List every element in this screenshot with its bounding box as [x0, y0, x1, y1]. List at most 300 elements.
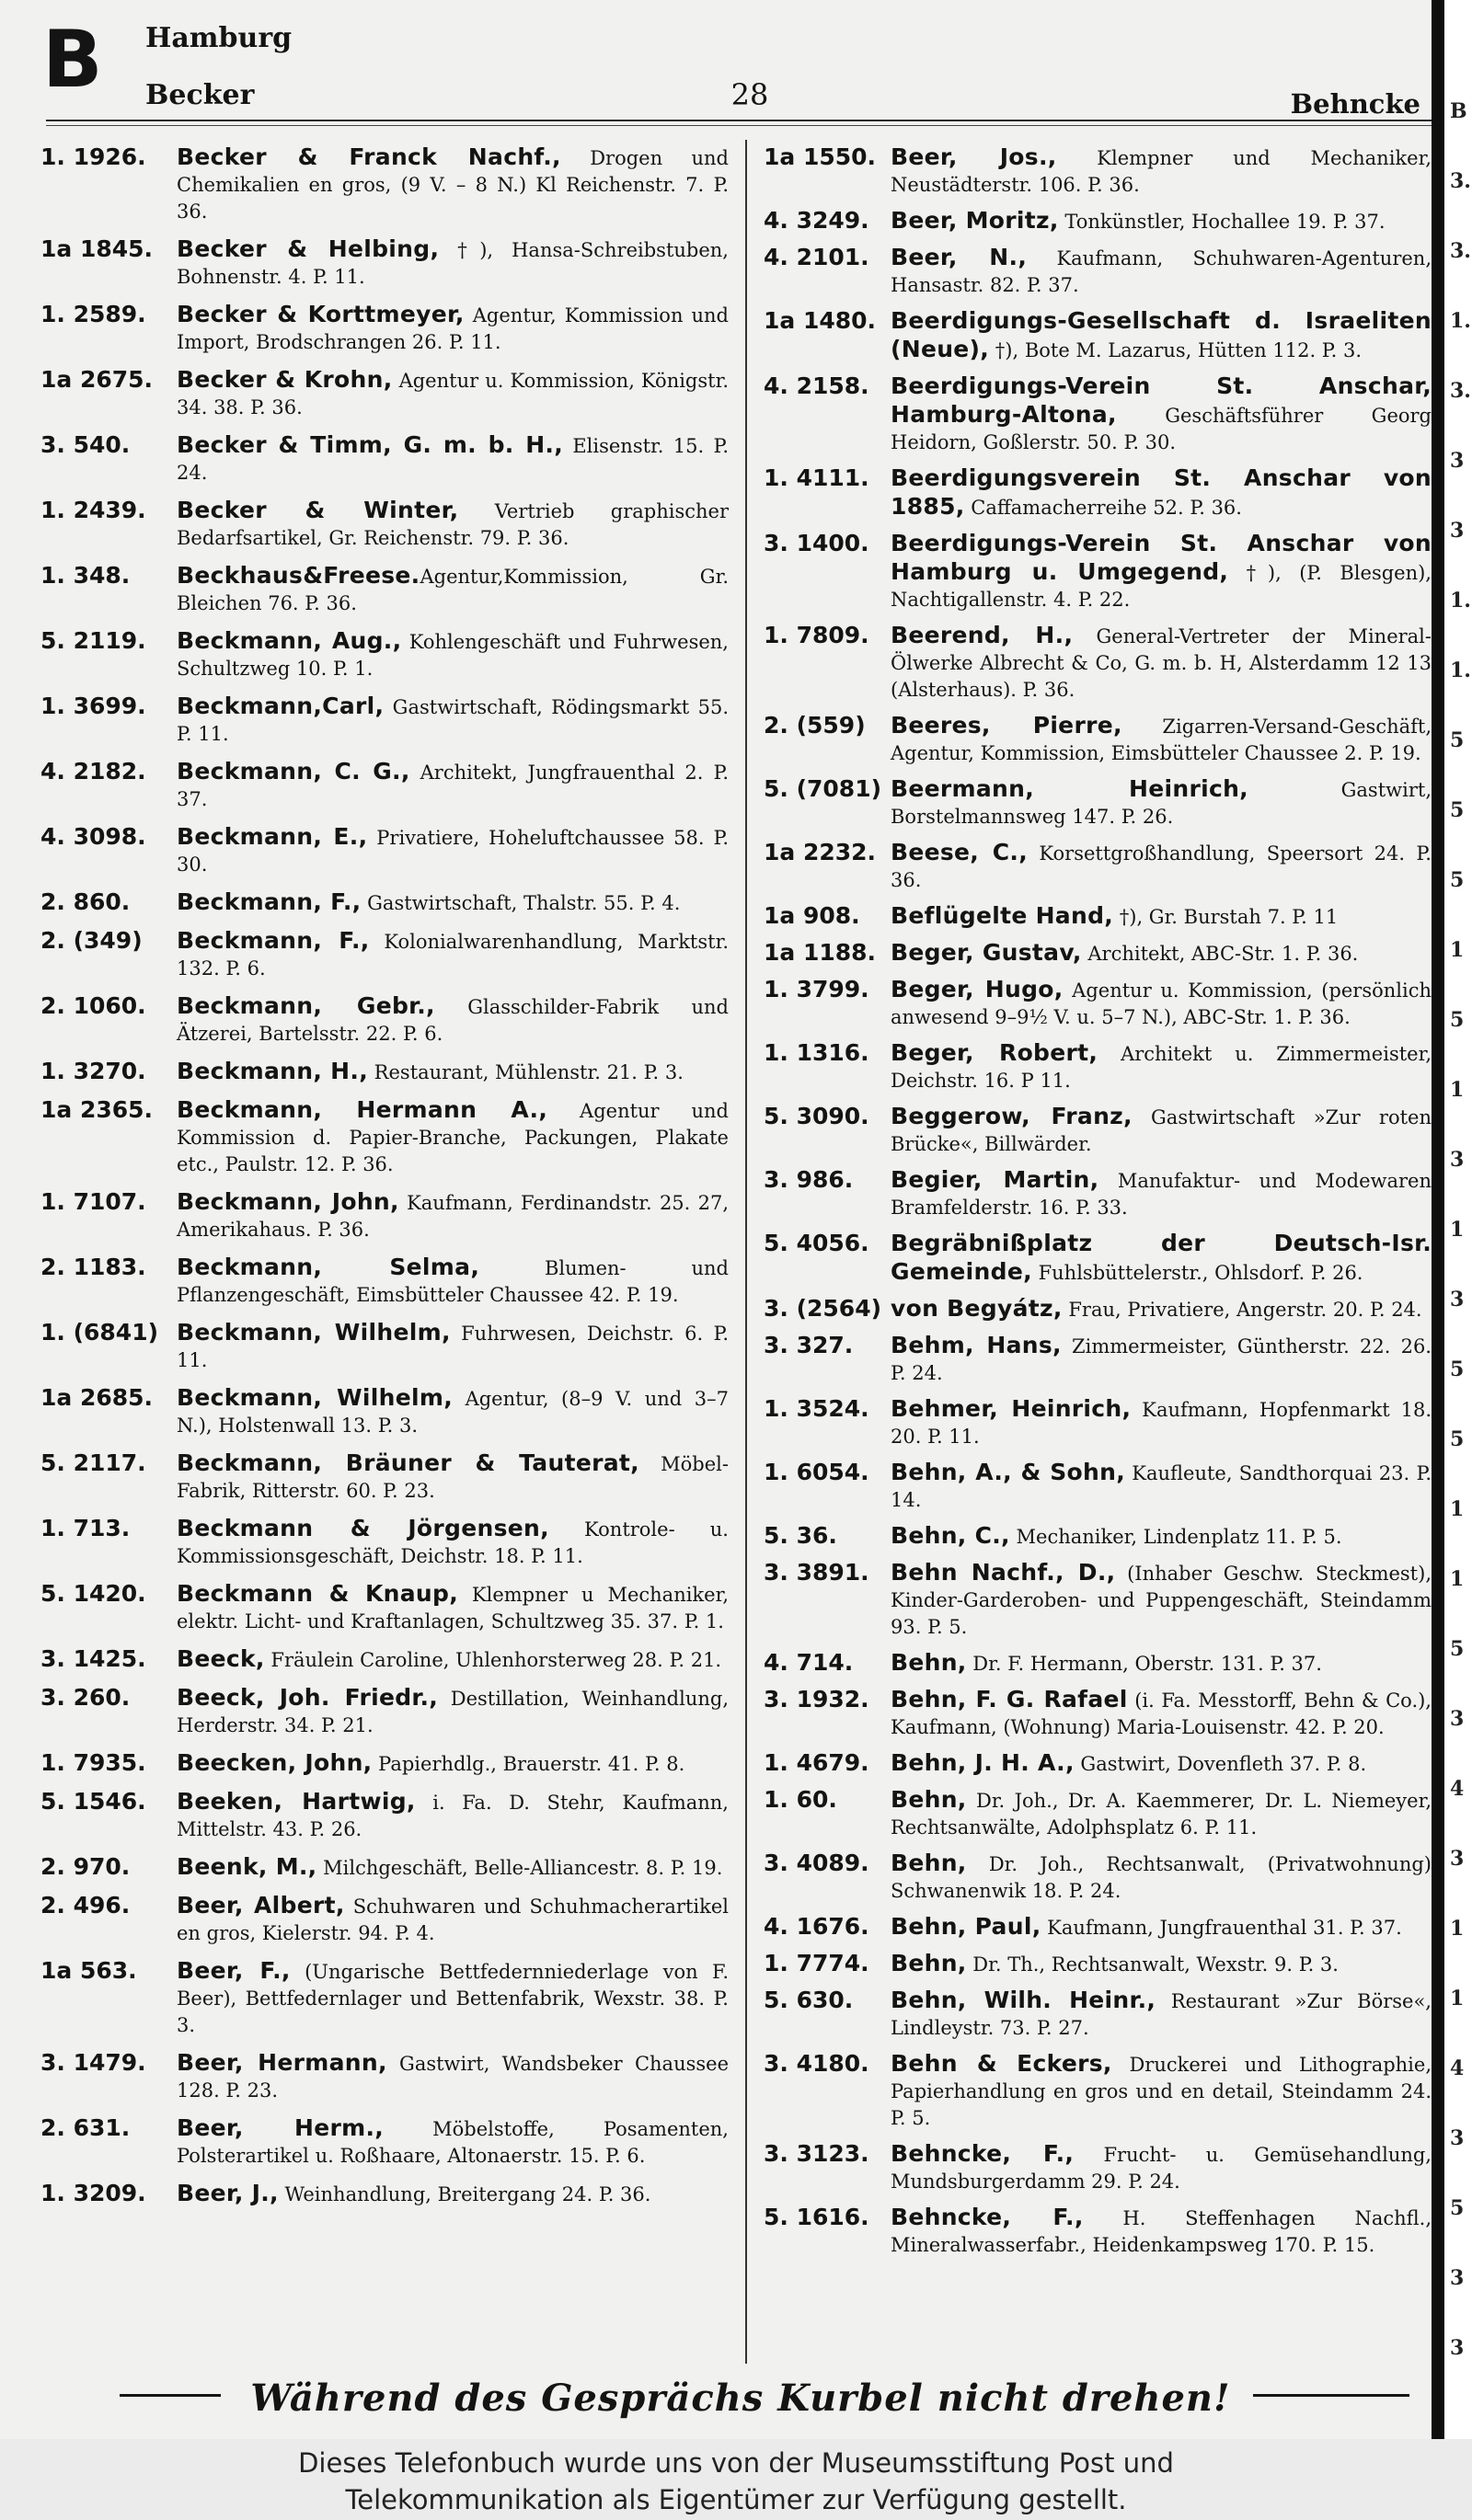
entry-details: Restaurant »Zur Börse«, Lindleystr. 73. P. 27.	[891, 1990, 1432, 2039]
entry-details: Gastwirt, Dovenfleth 37. P. 8.	[1074, 1753, 1367, 1775]
directory-entry	[764, 1522, 1432, 1551]
directory-entry	[764, 1749, 1432, 1778]
entry-details: Restaurant, Mühlenstr. 21. P. 3.	[368, 1061, 684, 1083]
entry-text	[177, 1645, 729, 1674]
directory-entry	[40, 2114, 729, 2170]
entry-details: Fräulein Caroline, Uhlenhorsterweg 28. P. 21.	[264, 1649, 722, 1671]
entry-text	[177, 627, 729, 682]
entry-name: Beckmann, John,	[177, 1188, 399, 1215]
directory-entry	[40, 1892, 729, 1947]
entry-details: (i. Fa. Messtorff, Behn & Co.), Kaufmann, (Wohnung) Maria-Louisenstr. 42. P. 20.	[891, 1690, 1432, 1738]
directory-entry	[40, 431, 729, 487]
phone-number: 1a 2675.	[40, 366, 154, 393]
entry-text	[177, 1449, 729, 1505]
entry-text	[891, 939, 1432, 968]
phone-number: 3. 4089.	[764, 1850, 869, 1876]
right-column	[764, 143, 1432, 2267]
entry-details: Agentur u. Kommission, Königstr. 34. 38. P. 36.	[177, 370, 729, 418]
edge-fragment: 1	[1450, 1917, 1465, 1941]
entry-text	[177, 1788, 729, 1843]
directory-entry	[40, 1254, 729, 1309]
entry-details: Kaufmann, Ferdinandstr. 25. 27, Amerikahaus. P. 36.	[177, 1192, 729, 1241]
phone-number: 3. 986.	[764, 1166, 854, 1193]
directory-entry	[40, 1749, 729, 1778]
phone-number: 1. 4111.	[764, 464, 869, 491]
directory-entry	[764, 1649, 1432, 1678]
entry-text	[177, 1515, 729, 1570]
phone-number: 3. 4180.	[764, 2050, 869, 2077]
phone-number: 1a 2365.	[40, 1096, 154, 1123]
edge-fragment: 3	[1450, 449, 1465, 473]
entry-details: †), (P. Blesgen), Nachtigallenstr. 4. P. 22.	[891, 562, 1432, 611]
edge-fragment: 5	[1450, 1637, 1465, 1661]
phone-number: 1. 60.	[764, 1786, 837, 1813]
entry-details: Manufaktur- und Modewaren Bramfelderstr. 16. P. 33.	[891, 1170, 1432, 1219]
edge-fragment: 1	[1450, 1078, 1465, 1102]
edge-fragment: 5	[1450, 1008, 1465, 1032]
entry-details: Frucht- u. Gemüsehandlung, Mundsburgerdamm 29. P. 24.	[891, 2144, 1432, 2193]
edge-fragment: 1	[1450, 1497, 1465, 1521]
entry-text	[891, 622, 1432, 704]
entry-text	[177, 758, 729, 813]
directory-entry	[764, 1786, 1432, 1841]
directory-entry	[764, 1686, 1432, 1741]
directory-entry	[40, 823, 729, 878]
entry-text	[891, 1295, 1432, 1323]
entry-text	[177, 235, 729, 291]
edge-fragment: 5	[1450, 798, 1465, 822]
section-letter: B	[42, 14, 103, 106]
entry-details: Dr. Th., Rechtsanwalt, Wexstr. 9. P. 3.	[966, 1953, 1339, 1976]
entry-name: Beckmann, Gebr.,	[177, 992, 435, 1019]
phone-number: 4. 2182.	[40, 758, 146, 785]
directory-entry	[40, 693, 729, 748]
phone-number: 2. 1060.	[40, 992, 146, 1019]
entry-text	[177, 1684, 729, 1739]
entry-details: Agentur,Kommission, Gr. Bleichen 76. P. 36.	[177, 566, 729, 614]
header-last-entry: Behncke	[1290, 88, 1420, 120]
phone-number: 1a 1845.	[40, 235, 154, 262]
phone-number: 1. 7809.	[764, 622, 869, 648]
phone-number: 3. 327.	[764, 1332, 854, 1358]
entry-text	[891, 2050, 1432, 2132]
entry-name: Beer, Albert,	[177, 1892, 345, 1919]
entry-details: Gastwirtschaft »Zur roten Brücke«, Billwärder.	[891, 1106, 1432, 1155]
entry-details: Agentur u. Kommission, (persönlich anwesend 9–9½ V. u. 5–7 N.), ABC-Str. 1. P. 36.	[891, 979, 1432, 1028]
edge-fragment: 3.	[1450, 169, 1471, 193]
directory-entry	[764, 1950, 1432, 1978]
phone-number: 5. 630.	[764, 1987, 854, 2013]
edge-fragment: 3.	[1450, 379, 1471, 403]
phone-number: 1. 1316.	[764, 1039, 869, 1066]
entry-details: Dr. F. Hermann, Oberstr. 131. P. 37.	[966, 1653, 1322, 1675]
entry-details: Klempner u Mechaniker, elektr. Licht- und Kraftanlagen, Schultzweg 35. 37. P. 1.	[177, 1584, 729, 1632]
phone-number: 4. 3098.	[40, 823, 146, 850]
entry-text	[891, 1649, 1432, 1678]
phone-number: 1. 7774.	[764, 1950, 869, 1976]
edge-fragment: 5	[1450, 868, 1465, 892]
entry-name: Beeck, Joh. Friedr.,	[177, 1684, 439, 1711]
entry-text	[177, 1188, 729, 1243]
directory-entry	[40, 1515, 729, 1570]
directory-entry	[40, 1449, 729, 1505]
entry-details: Druckerei und Lithographie, Papierhandlung en gros und en detail, Steindamm 24. P. 5.	[891, 2054, 1432, 2129]
directory-entry	[40, 1853, 729, 1882]
entry-text	[891, 1332, 1432, 1387]
directory-entry	[40, 1684, 729, 1739]
directory-entry	[764, 839, 1432, 894]
phone-number: 3. 260.	[40, 1684, 131, 1711]
phone-number: 3. 1932.	[764, 1686, 869, 1712]
entry-name: Beckmann, Wilhelm,	[177, 1319, 451, 1346]
entry-name: Beckmann & Knaup,	[177, 1580, 458, 1607]
entry-details: †), Gr. Burstah 7. P. 11	[1113, 906, 1339, 928]
entry-name: Beckhaus&Freese.	[177, 562, 420, 589]
directory-entry	[764, 976, 1432, 1031]
caption-line-2: Telekommunikation als Eigentümer zur Verfügung gestellt.	[345, 2484, 1127, 2515]
entry-details: Architekt, Jungfrauenthal 2. P. 37.	[177, 762, 729, 810]
entry-details: Caffamacherreihe 52. P. 36.	[964, 497, 1242, 519]
directory-entry	[764, 1332, 1432, 1387]
phone-number: 2. (349)	[40, 927, 143, 954]
entry-details: H. Steffenhagen Nachfl., Mineralwasserfabr., Heidenkampsweg 170. P. 15.	[891, 2207, 1432, 2256]
phone-number: 3. 1400.	[764, 530, 869, 556]
entry-name: Beer, N.,	[891, 244, 1028, 270]
directory-entry	[40, 1580, 729, 1635]
entry-text	[891, 1039, 1432, 1094]
entry-text	[891, 1166, 1432, 1221]
directory-entry	[764, 464, 1432, 521]
directory-entry	[40, 1384, 729, 1439]
edge-fragment: 3	[1450, 2336, 1465, 2360]
phone-number: 3. 1425.	[40, 1645, 146, 1672]
entry-text	[891, 1987, 1432, 2042]
directory-entry	[764, 2050, 1432, 2132]
phone-number: 4. 3249.	[764, 207, 869, 234]
phone-number: 1a 2232.	[764, 839, 877, 865]
entry-text	[891, 244, 1432, 299]
directory-entry	[40, 992, 729, 1048]
directory-entry	[40, 1058, 729, 1086]
entry-name: Beckmann,Carl,	[177, 693, 385, 719]
entry-name: Behn,	[891, 1786, 967, 1813]
entry-details: Weinhandlung, Breitergang 24. P. 36.	[278, 2183, 651, 2205]
phone-number: 1. 713.	[40, 1515, 131, 1541]
entry-name: Becker & Franck Nachf.,	[177, 143, 561, 170]
entry-text	[891, 1395, 1432, 1450]
entry-details: Fuhrwesen, Deichstr. 6. P. 11.	[177, 1323, 729, 1371]
directory-entry	[40, 758, 729, 813]
directory-entry	[764, 2204, 1432, 2259]
directory-entry	[40, 143, 729, 225]
edge-fragment: 4	[1450, 2056, 1465, 2080]
entry-text	[177, 1254, 729, 1309]
entry-name: Beckmann, F.,	[177, 888, 362, 915]
entry-details: Dr. Joh., Dr. A. Kaemmerer, Dr. L. Niemeyer, Rechtsanwälte, Adolphsplatz 6. P. 11.	[891, 1790, 1432, 1838]
entry-name: Beermann, Heinrich,	[891, 775, 1248, 802]
entry-details: Fuhlsbüttelerstr., Ohlsdorf. P. 26.	[1031, 1262, 1363, 1284]
directory-entry	[764, 1395, 1432, 1450]
entry-details: Kontrole- u. Kommissionsgeschäft, Deichstr. 18. P. 11.	[177, 1518, 729, 1567]
entry-name: Behm, Hans,	[891, 1332, 1062, 1358]
entry-details: Architekt, ABC-Str. 1. P. 36.	[1081, 943, 1359, 965]
entry-name: Behn, Wilh. Heinr.,	[891, 1987, 1156, 2013]
phone-number: 3. 3891.	[764, 1559, 869, 1586]
edge-fragment: 1	[1450, 1987, 1465, 2010]
entry-text	[177, 927, 729, 982]
phone-number: 4. 2101.	[764, 244, 869, 270]
entry-details: Privatiere, Hoheluftchaussee 58. P. 30.	[177, 827, 729, 876]
entry-name: Beeken, Hartwig,	[177, 1788, 416, 1815]
phone-number: 2. 1183.	[40, 1254, 146, 1280]
entry-name: Beerend, H.,	[891, 622, 1074, 648]
entry-text	[891, 207, 1432, 235]
entry-text	[177, 1957, 729, 2039]
adjacent-page-edge	[1432, 0, 1472, 2439]
provenance-caption	[0, 2439, 1472, 2520]
phone-number: 2. 860.	[40, 888, 131, 915]
edge-fragment: 3	[1450, 2266, 1465, 2290]
entry-name: Beckmann & Jörgensen,	[177, 1515, 549, 1541]
entry-details: Korsettgroßhandlung, Speersort 24. P. 36.	[891, 842, 1432, 891]
entry-details: (Inhaber Geschw. Steckmest), Kinder-Garderoben- und Puppengeschäft, Steindamm 93. P. 5.	[891, 1563, 1432, 1638]
entry-name: Behn, Paul,	[891, 1913, 1041, 1940]
phone-number: 4. 2158.	[764, 372, 869, 399]
phone-number: 1. 3699.	[40, 693, 146, 719]
edge-fragment: 4	[1450, 1777, 1465, 1801]
directory-entry	[764, 530, 1432, 613]
entry-name: Beckmann, E.,	[177, 823, 368, 850]
entry-details: Klempner und Mechaniker, Neustädterstr. 106. P. 36.	[891, 147, 1432, 196]
entry-text	[891, 372, 1432, 456]
entry-details: Kaufmann, Jungfrauenthal 31. P. 37.	[1041, 1917, 1402, 1939]
entry-text	[177, 1892, 729, 1947]
entry-text	[891, 464, 1432, 521]
directory-entry	[764, 1230, 1432, 1287]
directory-entry	[764, 143, 1432, 199]
entry-text	[891, 1459, 1432, 1514]
entry-text	[891, 839, 1432, 894]
directory-entry	[764, 372, 1432, 456]
entry-details: Kaufmann, Hopfenmarkt 18. 20. P. 11.	[891, 1399, 1432, 1448]
entry-details: Destillation, Weinhandlung, Herderstr. 34. P. 21.	[177, 1688, 730, 1736]
directory-entry	[764, 207, 1432, 235]
directory-entry	[764, 1987, 1432, 2042]
phone-number: 2. (559)	[764, 712, 866, 739]
phone-number: 1. 348.	[40, 562, 131, 589]
edge-fragment: 3.	[1450, 239, 1471, 263]
left-column	[40, 143, 729, 2218]
entry-details: Kolonialwarenhandlung, Marktstr. 132. P. 6.	[177, 931, 729, 979]
entry-details: Möbelstoffe, Posamenten, Polsterartikel u. Roßhaare, Altonaerstr. 15. P. 6.	[177, 2118, 729, 2167]
phone-number: 1a 1188.	[764, 939, 877, 966]
phone-number: 1a 1550.	[764, 143, 877, 170]
edge-fragment: 3	[1450, 519, 1465, 543]
edge-fragment: 1	[1450, 1218, 1465, 1242]
entry-name: Beer, Hermann,	[177, 2049, 387, 2076]
entry-text	[891, 775, 1432, 830]
entry-details: Mechaniker, Lindenplatz 11. P. 5.	[1009, 1526, 1342, 1548]
entry-text	[891, 712, 1432, 767]
entry-text	[177, 2114, 729, 2170]
entry-details: Gastwirtschaft, Rödingsmarkt 55. P. 11.	[177, 696, 729, 745]
phone-number: 3. (2564)	[764, 1295, 882, 1322]
entry-name: Beger, Robert,	[891, 1039, 1098, 1066]
phone-number: 1. (6841)	[40, 1319, 159, 1346]
entry-details: Agentur, (8–9 V. und 3–7 N.), Holstenwall 13. P. 3.	[177, 1388, 730, 1437]
phone-number: 5. 1546.	[40, 1788, 146, 1815]
entry-name: Behncke, F.,	[891, 2204, 1084, 2230]
phone-number: 5. 2117.	[40, 1449, 146, 1476]
entry-details: Architekt u. Zimmermeister, Deichstr. 16. P 11.	[891, 1043, 1432, 1092]
entry-text	[177, 497, 729, 552]
entry-name: Behn, A., & Sohn,	[891, 1459, 1125, 1485]
entry-details: Kaufleute, Sandthorquai 23. P. 14.	[891, 1462, 1432, 1511]
entry-name: Beer, J.,	[177, 2180, 279, 2206]
entry-details: (Ungarische Bettfedernniederlage von F. Beer), Bettfedernlager und Bettenfabrik, Wexstr. 38. P. 3.	[177, 1961, 730, 2036]
directory-entry	[40, 627, 729, 682]
entry-text	[891, 530, 1432, 613]
edge-fragment: B	[1450, 99, 1467, 123]
entry-name: Beckmann, H.,	[177, 1058, 368, 1084]
entry-text	[177, 1853, 729, 1882]
directory-entry	[40, 1096, 729, 1178]
entry-name: Beckmann, Aug.,	[177, 627, 402, 654]
entry-name: Begier, Martin,	[891, 1166, 1099, 1193]
entry-text	[177, 1058, 729, 1086]
directory-entry	[764, 1459, 1432, 1514]
entry-name: Beenk, M.,	[177, 1853, 317, 1880]
entry-text	[177, 143, 729, 225]
entry-details: Milchgeschäft, Belle-Alliancestr. 8. P. 19.	[316, 1857, 723, 1879]
header-rule	[46, 120, 1432, 121]
directory-entry	[764, 1039, 1432, 1094]
phone-number: 4. 1676.	[764, 1913, 869, 1940]
directory-entry	[764, 902, 1432, 931]
entry-details: Zimmermeister, Güntherstr. 22. 26. P. 24.	[891, 1335, 1432, 1384]
edge-fragment: 1.	[1450, 309, 1471, 333]
directory-entry	[40, 1319, 729, 1374]
entry-details: Gastwirt, Borstelmannsweg 147. P. 26.	[891, 779, 1432, 828]
edge-fragment: 3	[1450, 1847, 1465, 1871]
entry-name: Behn, J. H. A.,	[891, 1749, 1075, 1776]
entry-text	[891, 1850, 1432, 1905]
directory-entry	[764, 1559, 1432, 1641]
entry-text	[891, 143, 1432, 199]
phone-number: 1a 1480.	[764, 307, 877, 334]
directory-entry	[40, 927, 729, 982]
entry-details: Gastwirtschaft, Thalstr. 55. P. 4.	[361, 892, 681, 914]
entry-name: Beflügelte Hand,	[891, 902, 1114, 929]
edge-fragment: 5	[1450, 728, 1465, 752]
directory-entry	[40, 1957, 729, 2039]
entry-name: Beger, Gustav,	[891, 939, 1082, 966]
phone-number: 1. 6054.	[764, 1459, 869, 1485]
directory-entry	[764, 775, 1432, 830]
edge-fragment: 3	[1450, 2126, 1465, 2150]
phone-number: 1a 2685.	[40, 1384, 154, 1411]
entry-text	[891, 1522, 1432, 1551]
entry-details: Frau, Privatiere, Angerstr. 20. P. 24.	[1062, 1299, 1422, 1321]
directory-entry	[764, 712, 1432, 767]
entry-text	[177, 1580, 729, 1635]
footer-slogan: Während des Gesprächs Kurbel nicht drehen!	[250, 2377, 1231, 2420]
directory-entry	[764, 1103, 1432, 1158]
directory-entry	[40, 1645, 729, 1674]
phone-number: 5. 1420.	[40, 1580, 146, 1607]
entry-details: Papierhdlg., Brauerstr. 41. P. 8.	[372, 1753, 685, 1775]
entry-name: Behn,	[891, 1950, 967, 1976]
entry-text	[891, 902, 1432, 931]
edge-fragment: 1	[1450, 1567, 1465, 1591]
phone-number: 1a 908.	[764, 902, 860, 929]
entry-text	[891, 1686, 1432, 1741]
entry-details: Drogen und Chemikalien en gros, (9 V. – 8 N.) Kl Reichenstr. 7. P. 36.	[177, 147, 729, 223]
directory-entry	[764, 939, 1432, 968]
entry-name: Beckmann, Selma,	[177, 1254, 480, 1280]
phone-number: 5. (7081)	[764, 775, 882, 802]
column-divider	[745, 140, 747, 2364]
phone-number: 3. 1479.	[40, 2049, 146, 2076]
directory-entry	[40, 497, 729, 552]
entry-name: Becker & Korttmeyer,	[177, 301, 465, 327]
entry-details: Elisenstr. 15. P. 24.	[177, 435, 729, 484]
entry-text	[891, 1913, 1432, 1942]
entry-text	[891, 2140, 1432, 2195]
entry-text	[177, 1319, 729, 1374]
entry-name: Beckmann, F.,	[177, 927, 370, 954]
phone-number: 1. 7935.	[40, 1749, 146, 1776]
directory-entry	[40, 562, 729, 617]
entry-text	[891, 1950, 1432, 1978]
entry-details: †), Hansa-Schreibstuben, Bohnenstr. 4. P. 11.	[177, 239, 729, 288]
entry-text	[177, 823, 729, 878]
footer-rule-left	[120, 2394, 221, 2397]
directory-entry	[764, 2140, 1432, 2195]
phone-number: 1. 2589.	[40, 301, 146, 327]
edge-fragment: 5	[1450, 2196, 1465, 2220]
entry-details: Gastwirt, Wandsbeker Chaussee 128. P. 23.	[177, 2053, 730, 2102]
header-city: Hamburg	[145, 22, 293, 54]
phone-number: 5. 2119.	[40, 627, 146, 654]
entry-name: Behn, C.,	[891, 1522, 1010, 1549]
phone-number: 2. 631.	[40, 2114, 131, 2141]
header-rule-thin	[46, 125, 1432, 126]
entry-text	[177, 693, 729, 748]
entry-name: Behn & Eckers,	[891, 2050, 1112, 2077]
entry-name: Beerdigungs-Gesellschaft d. Israeliten (Neue),	[891, 307, 1432, 362]
entry-details: Glasschilder-Fabrik und Ätzerei, Bartelsstr. 22. P. 6.	[177, 996, 729, 1045]
entry-text	[177, 888, 729, 917]
phone-number: 2. 496.	[40, 1892, 131, 1919]
entry-text	[177, 301, 729, 356]
directory-entry	[764, 1166, 1432, 1221]
directory-entry	[40, 235, 729, 291]
directory-entry	[764, 1850, 1432, 1905]
entry-name: Beeres, Pierre,	[891, 712, 1122, 739]
page-number: 28	[730, 77, 769, 112]
edge-fragment: 3	[1450, 1707, 1465, 1731]
entry-name: Beerdigungs-Verein St. Anschar, Hamburg-Altona,	[891, 372, 1432, 428]
entry-name: Becker & Winter,	[177, 497, 459, 523]
phone-number: 1. 2439.	[40, 497, 146, 523]
entry-text	[177, 431, 729, 487]
entry-details: Blumen- und Pflanzengeschäft, Eimsbütteler Chaussee 42. P. 19.	[177, 1257, 729, 1306]
phone-number: 1. 4679.	[764, 1749, 869, 1776]
entry-details: Kohlengeschäft und Fuhrwesen, Schultzweg 10. P. 1.	[177, 631, 729, 680]
entry-name: von Begyátz,	[891, 1295, 1063, 1322]
entry-details: Agentur, Kommission und Import, Brodschrangen 26. P. 11.	[177, 304, 729, 353]
